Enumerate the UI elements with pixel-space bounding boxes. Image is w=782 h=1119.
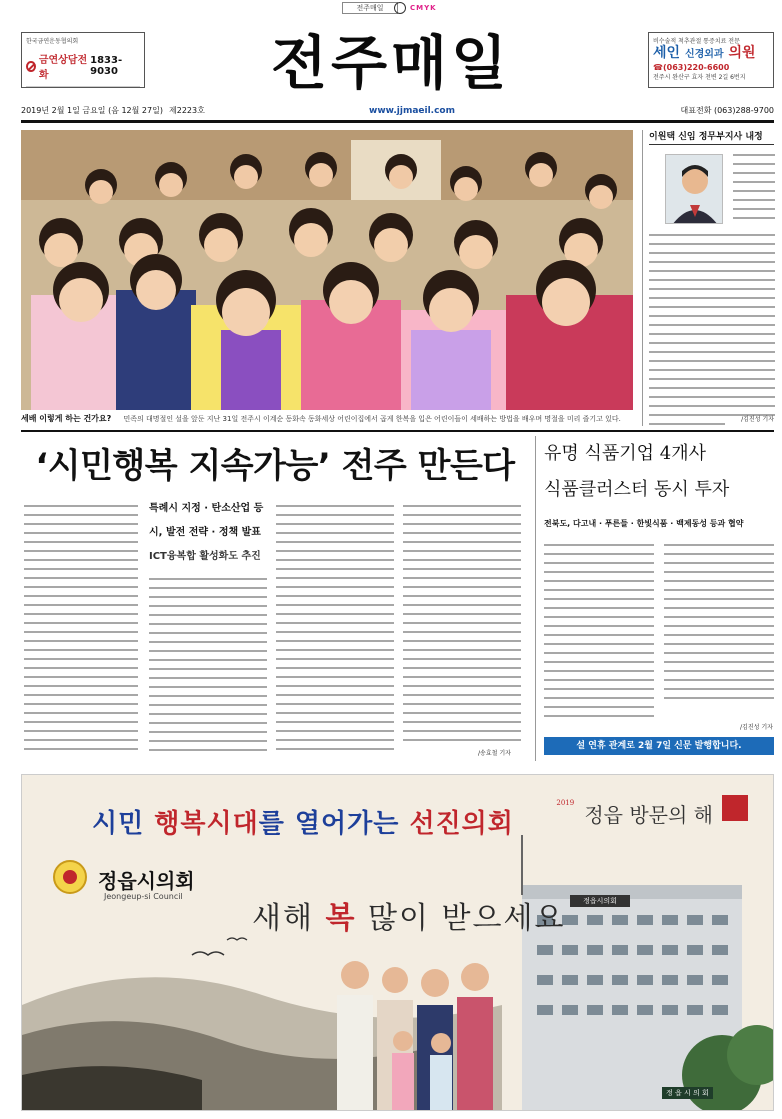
- sub-story-tagline: 전북도, 다고내 · 푸른들 · 한빛식품 · 백제동성 등과 협약: [544, 519, 744, 528]
- ad-org: 한국금연운동협의회: [26, 38, 79, 45]
- side-story-body-continued: [649, 234, 775, 432]
- clinic-name: 세인 신경외과 의원: [653, 45, 756, 61]
- side-story-byline: /김진성 기자: [741, 416, 774, 423]
- print-tag: 전주매일: [342, 2, 398, 14]
- clinic-address: 전주시 완산구 효자 천변 2길 6번지: [653, 74, 746, 81]
- sub-story-title-line-2: 식품클러스터 동시 투자: [544, 479, 730, 500]
- hotline: [26, 51, 140, 81]
- council-ad[interactable]: [21, 774, 774, 1111]
- issue-number: 제2223호: [169, 106, 205, 115]
- portrait-photo: [665, 154, 723, 224]
- registration-mark-icon: [394, 2, 406, 14]
- clinic-phone: ☎(063)220-6600: [653, 63, 730, 72]
- kicker-line-3: ICT융복합 활성화도 추진: [149, 551, 261, 562]
- kicker-line-2: 시, 발전 전략 · 정책 발표: [149, 527, 261, 538]
- ad-fineprint: [26, 86, 140, 100]
- visit-text: 정읍 방문의 해: [584, 803, 713, 827]
- website-link[interactable]: www.jjmaeil.com: [369, 106, 455, 116]
- side-story-body: [733, 154, 775, 226]
- sub-story-col2: [664, 544, 774, 706]
- column-divider: [535, 436, 536, 761]
- main-headline[interactable]: ‘시민행복 지속가능’ 전주 만든다: [35, 446, 515, 486]
- cmyk-mark: CMYK: [410, 4, 437, 12]
- visit-year-logo: [556, 799, 713, 828]
- visit-year: 2019: [556, 799, 575, 807]
- sub-story-col1: [544, 544, 654, 724]
- publication-notice: 설 연휴 관계로 2월 7일 신문 발행합니다.: [544, 737, 774, 755]
- main-phone: 대표전화 (063)288-9700: [680, 106, 774, 115]
- clinic-caption: 비수술적 척추관절 통증치료 전문: [653, 38, 740, 45]
- antismoking-ad[interactable]: [21, 32, 145, 88]
- sub-story-title[interactable]: [544, 436, 774, 508]
- main-story-byline: /송효철 기자: [478, 750, 511, 757]
- main-story-col2: [149, 578, 267, 758]
- issue-date: 2019년 2월 1일 금요일 (음 12월 27일): [21, 106, 163, 115]
- sub-story-title-line-1: 유명 식품기업 4개사: [544, 443, 706, 464]
- main-photo[interactable]: [21, 130, 633, 410]
- no-smoking-icon: [26, 61, 36, 72]
- ad-slogan: 시민 행복시대를 열어가는 선진의회: [92, 809, 514, 839]
- kicker-line-1: 특례시 지정 · 탄소산업 등: [149, 503, 264, 514]
- council-name-en: Jeongeup-si Council: [104, 892, 183, 901]
- main-story-col1: [24, 505, 138, 757]
- section-rule: [21, 430, 774, 432]
- main-story-kicker: [149, 497, 267, 569]
- council-name: 정읍시의회: [98, 869, 195, 893]
- masthead-rule: [21, 120, 774, 123]
- children-hanbok-illustration: [21, 130, 633, 410]
- building-plaque: 정 읍 시 의 회: [662, 1087, 713, 1099]
- side-story-title[interactable]: 이원택 신임 정무부지사 내정: [649, 130, 774, 145]
- sub-story-byline: /김진성 기자: [740, 724, 773, 731]
- main-story-col4: [403, 505, 521, 748]
- hotline-label: 금연상담전화: [38, 55, 88, 81]
- hotline-number: 1833-9030: [90, 55, 123, 77]
- photo-caption-text: 민족의 대명절인 설을 앞둔 지난 31일 전주시 이계순 동화속 동화세상 어린이집에서 곱게 한복을 입은 어린이들이 세배하는 방법을 배우며 명절을 미리 즐기고 있다.: [123, 415, 621, 423]
- main-story-col3: [276, 505, 394, 757]
- masthead[interactable]: 전주매일: [270, 29, 512, 97]
- photo-caption: [21, 412, 633, 426]
- new-year-greeting: 새해 복 많이 받으세요: [252, 901, 566, 936]
- clinic-ad[interactable]: [648, 32, 774, 88]
- side-story[interactable]: [642, 130, 774, 426]
- building-sign: 정읍시의회: [570, 895, 630, 907]
- dateline: [21, 104, 774, 118]
- photo-caption-lead: 세배 이렇게 하는 건가요?: [21, 414, 112, 423]
